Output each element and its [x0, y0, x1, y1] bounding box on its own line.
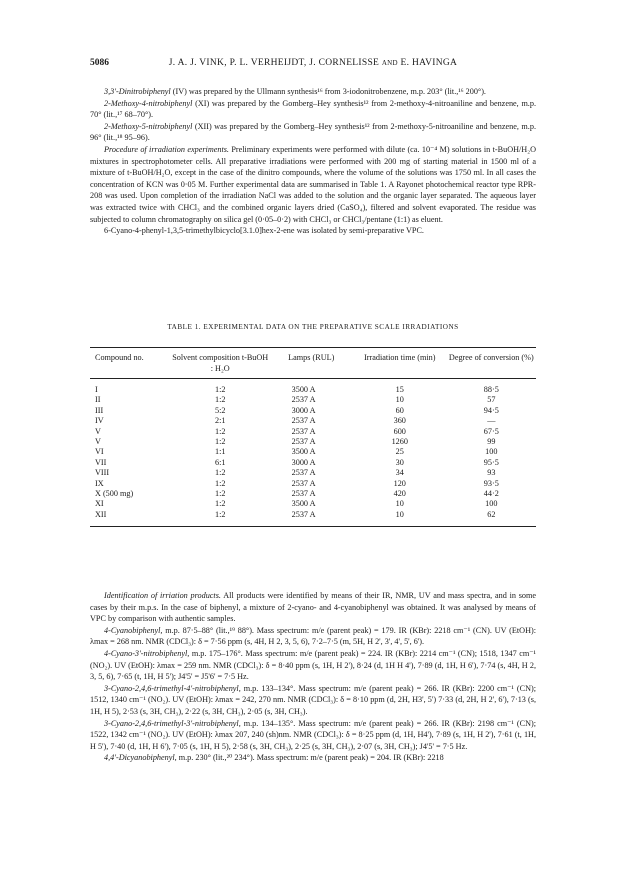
- running-title: J. A. J. VINK, P. L. VERHEIJDT, J. CORNELISSE and E. HAVINGA: [168, 58, 458, 68]
- table-row: [90, 447, 536, 457]
- time-cell: 120: [393, 478, 406, 488]
- solvent-cell: 1:2: [215, 499, 226, 509]
- page-number: 5086: [90, 58, 109, 68]
- table-caption: TABLE 1. EXPERIMENTAL DATA ON THE PREPARATIVE SCALE IRRADIATIONS: [167, 323, 459, 331]
- lamp-cell: 3000 A: [291, 457, 316, 467]
- solvent-cell: 1:2: [215, 395, 226, 405]
- compound-lead: 4,4'-Dicyanobiphenyl,: [104, 753, 177, 763]
- paragraph-trimethyl-4-nitro: [90, 683, 536, 718]
- time-cell: 10: [395, 395, 404, 405]
- lamp-cell: 2537 A: [270, 510, 353, 527]
- table-row: [90, 510, 536, 527]
- compound-cell: X (500 mg): [95, 489, 134, 499]
- conversion-cell: 100: [485, 447, 498, 457]
- time-cell: 30: [395, 457, 404, 467]
- compound-cell: II: [95, 395, 101, 405]
- conversion-cell: 94·5: [483, 405, 499, 415]
- conversion-cell: 95·5: [483, 457, 499, 467]
- conversion-cell: 67·5: [483, 426, 499, 436]
- solvent-cell: 6:1: [215, 457, 226, 467]
- table-row: [90, 499, 536, 509]
- section-lead: Procedure of irradiation experiments.: [104, 144, 229, 154]
- solvent-cell: 1:2: [215, 468, 226, 478]
- paragraph-body: (XI) was prepared by the Gomberg–Hey synthesis¹² from 2-methoxy-4-nitroaniline and benzene, m.p. 70° (lit.,¹⁷ 68–70°).: [90, 98, 536, 120]
- experimental-text-top: [90, 86, 536, 237]
- paragraph-methoxy-4-nitro: [90, 98, 536, 121]
- column-header: Compound no.: [90, 348, 171, 379]
- compound-cell: VIII: [95, 468, 110, 478]
- time-cell: 15: [395, 385, 404, 394]
- solvent-cell: 1:2: [215, 489, 226, 499]
- time-cell: 10: [353, 510, 447, 527]
- conversion-cell: —: [487, 416, 496, 426]
- time-cell: 420: [393, 489, 406, 499]
- solvent-cell: 1:1: [215, 447, 226, 457]
- compound-cell: XI: [95, 499, 104, 509]
- solvent-cell: 1:2: [215, 426, 226, 436]
- lamp-cell: 2537 A: [291, 437, 316, 447]
- conversion-cell: 93·5: [483, 478, 499, 488]
- paragraph-body: m.p. 134–135°. Mass spectrum: m/e (parent peak) = 266. IR (KBr): 2198 cm⁻¹ (CN); 1522, 1342 cm⁻¹ (NO₂). UV (EtOH): λmax 207, 240 (sh)nm. NMR (CDCl₃): δ = 8·25 ppm (d, 1H, H4'), 7·89 (s, 1H, H 2'), 7·61 (t, 1H, H 5'), 7·40 (d, 1H, H 6'), 7·05 (s, 1H, H 5), 2·58 (s, 3H, CH₃), 2·25 (s, 3H, CH₃), 2·07 (s, 3H, CH₃); J4'5' = 7·5 Hz.: [90, 718, 536, 751]
- time-cell: 360: [393, 416, 406, 426]
- paragraph-dinitrobiphenyl: [90, 86, 536, 98]
- paragraph-bicyclohexene: [90, 225, 536, 237]
- lamp-cell: 3500 A: [291, 447, 316, 457]
- paragraph-body: m.p. 175–176°. Mass spectrum: m/e (parent peak) = 224. IR (KBr): 2214 cm⁻¹ (CN); 1518, 1347 cm⁻¹ (NO₂). UV (EtOH): λmax = 259 nm. NMR (CDCl₃): δ = 8·40 ppm (s, 1H, H 2'), 8·24 (d, 1H H 4'), 7·89 (d, 1H, H 6'), 7·74 (s, 4H, H 2, 3, 5, 6), 7·65 (t, 1H, H 5'); J4'5' = J5'6' = 7·5 Hz.: [90, 648, 536, 682]
- compound-lead: 3,3'-Dinitrobiphenyl: [104, 87, 171, 96]
- paragraph-trimethyl-3-nitro: [90, 718, 536, 753]
- paragraph-body: All products were identified by means of their IR, NMR, UV and mass spectra, and in some cases by their m.p.s. In the case of biphenyl, a mixture of 2-cyano- and 4-cyanobiphenyl was obtained. It was analysed by means of VPC by comparison with authentic samples.: [90, 591, 536, 624]
- paragraph-procedure: [90, 144, 536, 225]
- paragraph-body: (IV) was prepared by the Ullmann synthesis¹⁶ from 3-iodonitrobenzene, m.p. 203° (lit.,¹⁶ 200°).: [170, 87, 486, 96]
- conversion-cell: 88·5: [483, 385, 499, 394]
- compound-cell: VII: [95, 457, 107, 467]
- lamp-cell: 2537 A: [291, 416, 316, 426]
- compound-cell: I: [95, 385, 98, 394]
- paragraph-body: 6-Cyano-4-phenyl-1,3,5-trimethylbicyclo[3.1.0]hex-2-ene was isolated by semi-preparative VPC.: [104, 226, 424, 236]
- column-header: Degree of conversion (%): [447, 348, 536, 379]
- lamp-cell: 3500 A: [291, 499, 316, 509]
- compound-lead: 3-Cyano-2,4,6-trimethyl-3'-nitrobiphenyl,: [104, 718, 241, 728]
- time-cell: 10: [395, 499, 404, 509]
- paragraph-4-cyanobiphenyl: [90, 625, 536, 648]
- compound-cell: V: [95, 426, 101, 436]
- solvent-cell: 5:2: [215, 405, 226, 415]
- time-cell: 34: [395, 468, 404, 478]
- column-header: Irradiation time (min): [353, 348, 447, 379]
- conversion-cell: 57: [487, 395, 496, 405]
- table-row: [90, 406, 536, 416]
- compound-cell: IX: [95, 478, 104, 488]
- experimental-data-table: [90, 347, 536, 527]
- table-row: [90, 416, 536, 426]
- lamp-cell: 2537 A: [291, 468, 316, 478]
- lamp-cell: 2537 A: [291, 426, 316, 436]
- conversion-cell: 44·2: [483, 489, 499, 499]
- compound-lead: 4-Cyano-3'-nitrobiphenyl,: [104, 648, 190, 658]
- paragraph-dicyanobiphenyl: [90, 752, 536, 764]
- lamp-cell: 3500 A: [291, 385, 316, 394]
- lamp-cell: 2537 A: [291, 478, 316, 488]
- table-row: [90, 395, 536, 405]
- compound-cell: IV: [95, 416, 104, 426]
- compound-cell: XII: [90, 510, 171, 527]
- experimental-text-bottom: [90, 590, 536, 764]
- paragraph-body: Preliminary experiments were performed with dilute (ca. 10⁻⁴ M) solutions in t-BuOH/H₂O mixtures in spectrophotometer cells. All preparative irradiations were performed with 200 mg of starting material in 1500 ml of a mixture of t-BuOH/H₂O, except in the case of the dinitro compounds, where the volume of the solutions was 1750 ml. In all cases the concentration of KCN was 0·05 M. Further experimental data are summarised in Table 1. A Rayonet photochemical reactor type RPR-208 was used. Upon completion of the irradiation NaCl was added to the solution and the organic layer separated. The aqueous layer was extracted twice with CHCl₃ and the combined organic layers dried (CaSO₄), filtered and solvent evaporated. The residue was subjected to column chromatography on silica gel (0·05–0·2) with CHCl₃ or CHCl₃/pentane (1:1) as eluent.: [90, 144, 536, 224]
- column-header: Lamps (RUL): [270, 348, 353, 379]
- compound-lead: 3-Cyano-2,4,6-trimethyl-4'-nitrobiphenyl,: [104, 683, 241, 693]
- table-row: [90, 468, 536, 478]
- table-header-row: [90, 348, 536, 379]
- time-cell: 25: [395, 447, 404, 457]
- solvent-cell: 1:2: [171, 510, 270, 527]
- conversion-cell: 100: [485, 499, 498, 509]
- time-cell: 600: [393, 426, 406, 436]
- table-row: [90, 458, 536, 468]
- table-row: [90, 479, 536, 489]
- paragraph-body: m.p. 133–134°. Mass spectrum: m/e (parent peak) = 266. IR (KBr): 2200 cm⁻¹ (CN); 1512, 1340 cm⁻¹ (NO₂). UV (EtOH): λmax = 242, 270 nm. NMR (CDCl₃): δ = 8·10 ppm (d, 2H, H3', 5') 7·33 (d, 2H, H 2', 6'), 7·13 (s, 1H, H 5), 2·53 (s, 3H, CH₃), 2·22 (s, 3H, CH₃), 2·05 (s, 3H, CH₃).: [90, 683, 536, 716]
- compound-cell: V: [95, 437, 101, 447]
- paragraph-body: (XII) was prepared by the Gomberg–Hey synthesis¹² from 2-methoxy-5-nitroaniline and benzene, m.p. 96° (lit.,¹⁸ 95–96).: [90, 121, 536, 143]
- paragraph-methoxy-5-nitro: [90, 121, 536, 144]
- lamp-cell: 2537 A: [291, 395, 316, 405]
- page-header: [90, 58, 536, 72]
- time-cell: 60: [395, 405, 404, 415]
- conversion-cell: 99: [487, 437, 496, 447]
- table-row: [90, 437, 536, 447]
- compound-cell: III: [95, 405, 104, 415]
- solvent-cell: 1:2: [215, 385, 226, 394]
- solvent-cell: 2:1: [215, 416, 226, 426]
- table-row: [90, 379, 536, 396]
- compound-lead: 2-Methoxy-4-nitrobiphenyl: [104, 98, 193, 108]
- compound-lead: 2-Methoxy-5-nitrobiphenyl: [104, 121, 193, 131]
- conversion-cell: 62: [447, 510, 536, 527]
- solvent-cell: 1:2: [215, 478, 226, 488]
- section-lead: Identification of irriation products.: [104, 591, 221, 600]
- paragraph-body: m.p. 230° (lit.,²⁰ 234°). Mass spectrum: m/e (parent peak) = 204. IR (KBr): 2218: [176, 753, 444, 763]
- conversion-cell: 93: [487, 468, 496, 478]
- column-header: Solvent composition t-BuOH : H₂O: [171, 348, 270, 379]
- compound-lead: 4-Cyanobiphenyl,: [104, 625, 163, 635]
- paragraph-4-cyano-3-nitro: [90, 648, 536, 683]
- table-body: [90, 379, 536, 527]
- solvent-cell: 1:2: [215, 437, 226, 447]
- compound-cell: VI: [95, 447, 104, 457]
- lamp-cell: 2537 A: [291, 489, 316, 499]
- paragraph-identification: [90, 590, 536, 625]
- paragraph-body: m.p. 87·5–88° (lit.,¹⁹ 88°). Mass spectrum: m/e (parent peak) = 179. IR (KBr): 2218 cm⁻¹ (CN). UV (EtOH): λmax = 268 nm. NMR (CDCl₃): δ = 7·56 ppm (s, 4H, H 2, 3, 5, 6), 7·2–7·5 (m, 5H, H 2', 3', 4', 5', 6').: [90, 625, 536, 647]
- lamp-cell: 3000 A: [291, 405, 316, 415]
- table-row: [90, 427, 536, 437]
- time-cell: 1260: [391, 437, 408, 447]
- table-row: [90, 489, 536, 499]
